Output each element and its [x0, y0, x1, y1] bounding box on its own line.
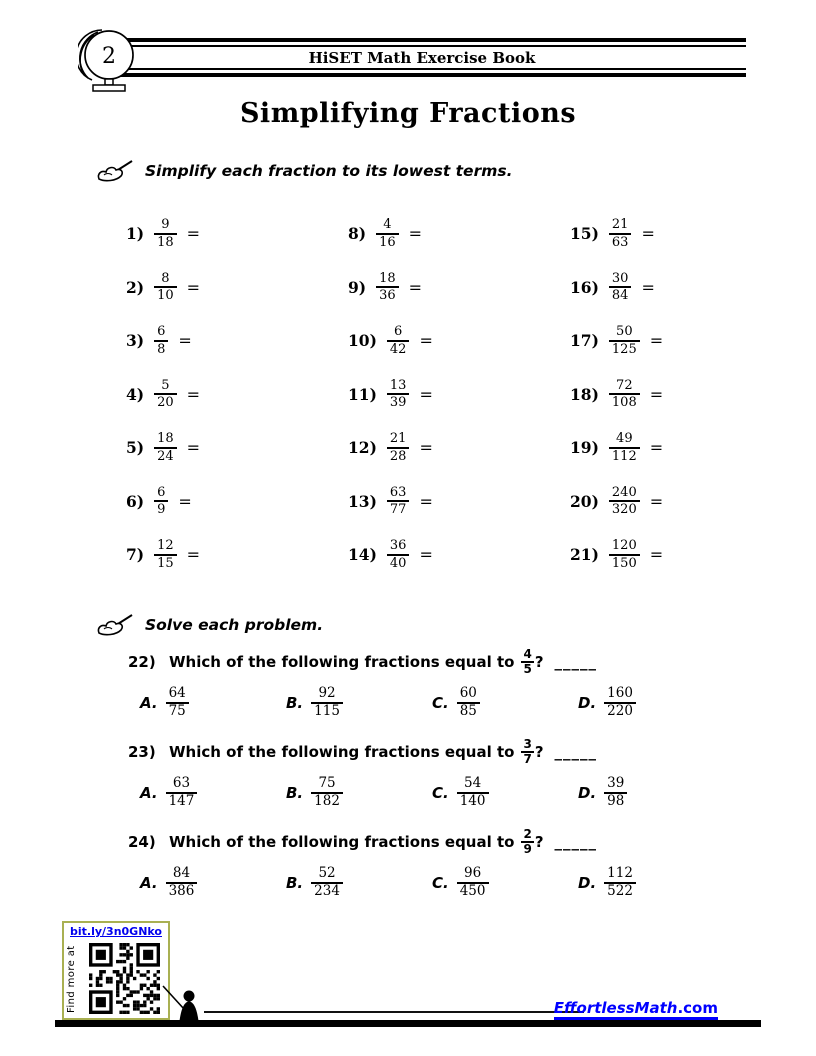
- fraction-denominator: 40: [389, 555, 407, 571]
- site-name: EffortlessMath: [553, 999, 678, 1017]
- equals-sign: =: [419, 384, 433, 404]
- fraction-denominator: 39: [389, 395, 407, 411]
- equals-sign: =: [419, 331, 433, 351]
- problems-grid: [126, 207, 792, 582]
- fraction-numerator: 30: [609, 271, 632, 288]
- problem-number: 18): [570, 384, 599, 404]
- problem-number: 7): [126, 545, 145, 565]
- fraction-numerator: 6: [387, 324, 410, 341]
- equals-sign: =: [649, 545, 664, 565]
- fraction: [609, 217, 632, 250]
- problem-number: 10): [348, 331, 377, 351]
- choice-option: [140, 776, 286, 810]
- word-problem-question: [128, 828, 776, 856]
- page-number: 2: [102, 44, 116, 69]
- choice-fraction: $\frac{112}{522}$: [604, 866, 636, 900]
- fraction-problem: [348, 261, 570, 315]
- fraction-numerator: 240: [609, 485, 640, 502]
- header-rule-bottom-thick: [98, 73, 746, 77]
- problem-number: 1): [126, 224, 145, 244]
- fraction: [387, 538, 410, 571]
- choice-letter: C.: [432, 874, 449, 893]
- fraction: [609, 378, 640, 411]
- fraction-denominator: 36: [379, 288, 396, 304]
- fraction-problem: [126, 475, 348, 529]
- equals-sign: =: [186, 224, 201, 244]
- choice-letter: B.: [286, 694, 304, 713]
- choice-letter: C.: [432, 784, 449, 803]
- question-mark: ?: [534, 653, 544, 672]
- fraction-denominator: 8: [157, 341, 166, 357]
- equals-sign: =: [649, 331, 664, 351]
- choices-row: [140, 686, 776, 720]
- choice-letter: A.: [140, 784, 158, 803]
- fraction-numerator: 72: [609, 378, 640, 395]
- word-problem-question: [128, 738, 776, 766]
- problem-number: 17): [570, 331, 599, 351]
- fraction-problem: [570, 475, 792, 529]
- choice-letter: B.: [286, 874, 304, 893]
- fraction-denominator: 112: [611, 448, 637, 464]
- fraction-numerator: 6: [154, 324, 168, 341]
- fraction-problem: [348, 421, 570, 475]
- fraction-numerator: 8: [154, 271, 177, 288]
- problem-number: 5): [126, 438, 145, 458]
- fraction-denominator: 125: [611, 341, 637, 357]
- answer-blank: _____: [554, 743, 598, 762]
- fraction-problem: [126, 314, 348, 368]
- fraction-denominator: 18: [157, 234, 174, 250]
- writing-hand-icon: [96, 612, 134, 638]
- fraction-numerator: 49: [609, 431, 640, 448]
- fraction-problem: [126, 528, 348, 582]
- fraction-denominator: 84: [611, 288, 629, 304]
- fraction: [609, 485, 640, 518]
- fraction-problem: [126, 368, 348, 422]
- equals-sign: =: [641, 277, 655, 297]
- page-title: Simplifying Fractions: [239, 98, 577, 129]
- fraction: [609, 431, 640, 464]
- fraction: [154, 271, 177, 304]
- target-fraction: $\frac{3}{7}$: [523, 737, 532, 767]
- equals-sign: =: [649, 491, 664, 511]
- choice-fraction: $\frac{75}{182}$: [311, 776, 343, 810]
- book-title: HiSET Math Exercise Book: [308, 49, 536, 67]
- choice-letter: A.: [140, 874, 158, 893]
- simplify-section-head: [96, 158, 512, 184]
- choice-option: [578, 776, 724, 810]
- fraction-problem: [126, 207, 348, 261]
- equals-sign: =: [186, 277, 201, 297]
- footer-divider-line: [204, 1011, 584, 1013]
- fraction-numerator: 5: [154, 378, 177, 395]
- fraction-problem: [348, 368, 570, 422]
- choice-letter: C.: [432, 694, 449, 713]
- choice-letter: D.: [578, 784, 597, 803]
- equals-sign: =: [186, 384, 201, 404]
- fraction-problem: [126, 261, 348, 315]
- choice-fraction: $\frac{60}{85}$: [457, 686, 480, 720]
- problem-number: 6): [126, 491, 145, 511]
- fraction: [387, 431, 410, 464]
- fraction-numerator: 63: [387, 485, 410, 502]
- equals-sign: =: [419, 438, 433, 458]
- problem-number: 11): [348, 384, 377, 404]
- problem-number: 21): [570, 545, 599, 565]
- choice-letter: B.: [286, 784, 304, 803]
- problem-number: 14): [348, 545, 377, 565]
- fraction: [154, 324, 168, 357]
- equals-sign: =: [186, 438, 201, 458]
- choice-fraction: $\frac{64}{75}$: [166, 686, 189, 720]
- equals-sign: =: [178, 331, 192, 351]
- target-fraction: $\frac{4}{5}$: [523, 647, 532, 677]
- problem-number: 24): [128, 833, 156, 852]
- choice-fraction: $\frac{39}{98}$: [604, 776, 627, 810]
- equals-sign: =: [419, 491, 433, 511]
- choice-fraction: $\frac{54}{140}$: [457, 776, 489, 810]
- fraction: [154, 485, 168, 518]
- fraction-problem: [570, 368, 792, 422]
- fraction-denominator: 16: [379, 234, 396, 250]
- choice-option: [432, 686, 578, 720]
- problem-number: 3): [126, 331, 145, 351]
- fraction-problem: [570, 207, 792, 261]
- question-text: Which of the following fractions equal to: [169, 653, 515, 672]
- answer-blank: _____: [554, 833, 598, 852]
- problem-number: 8): [348, 224, 367, 244]
- choices-row: [140, 866, 776, 900]
- choice-fraction: $\frac{96}{450}$: [457, 866, 489, 900]
- fraction-numerator: 4: [376, 217, 399, 234]
- question-mark: ?: [534, 743, 544, 762]
- problem-number: 23): [128, 743, 156, 762]
- writing-hand-icon: [96, 158, 134, 184]
- problem-number: 22): [128, 653, 156, 672]
- equals-sign: =: [178, 491, 192, 511]
- equals-sign: =: [186, 545, 201, 565]
- fraction-problem: [570, 421, 792, 475]
- choice-letter: A.: [140, 694, 158, 713]
- fraction-numerator: 9: [154, 217, 177, 234]
- choice-option: [578, 866, 724, 900]
- problem-number: 19): [570, 438, 599, 458]
- fraction-denominator: 63: [611, 234, 629, 250]
- fraction-numerator: 21: [387, 431, 410, 448]
- fraction-numerator: 120: [609, 538, 640, 555]
- answer-blank: _____: [554, 653, 598, 672]
- fraction-numerator: 12: [154, 538, 177, 555]
- fraction-numerator: 13: [387, 378, 410, 395]
- fraction: [154, 217, 177, 250]
- solve-section-head: [96, 612, 323, 638]
- choice-option: [432, 776, 578, 810]
- problem-number: 16): [570, 277, 599, 297]
- fraction-denominator: 10: [157, 288, 174, 304]
- fraction: [609, 271, 632, 304]
- fraction-problem: [126, 421, 348, 475]
- fraction-denominator: 77: [389, 502, 407, 518]
- fraction: [387, 378, 410, 411]
- site-tld: .com: [677, 999, 718, 1017]
- fraction: [609, 538, 640, 571]
- fraction-denominator: 9: [157, 502, 166, 518]
- choice-letter: D.: [578, 694, 597, 713]
- choice-fraction: $\frac{160}{220}$: [604, 686, 636, 720]
- problem-number: 15): [570, 224, 599, 244]
- fraction-denominator: 42: [389, 341, 407, 357]
- qr-shortlink[interactable]: bit.ly/3n0GNko: [70, 925, 162, 938]
- target-fraction: $\frac{2}{9}$: [523, 827, 532, 857]
- fraction-denominator: 150: [611, 555, 637, 571]
- qr-code: [89, 943, 160, 1014]
- choice-fraction: $\frac{63}{147}$: [166, 776, 198, 810]
- solve-instruction: Solve each problem.: [145, 616, 324, 634]
- fraction: [154, 431, 177, 464]
- choice-letter: D.: [578, 874, 597, 893]
- fraction-problem: [570, 314, 792, 368]
- fraction-numerator: 36: [387, 538, 410, 555]
- problem-number: 13): [348, 491, 377, 511]
- choice-option: [286, 866, 432, 900]
- fraction-problem: [348, 314, 570, 368]
- choice-option: [578, 686, 724, 720]
- equals-sign: =: [641, 224, 655, 244]
- fraction-numerator: 21: [609, 217, 632, 234]
- fraction-denominator: 24: [157, 448, 174, 464]
- problem-number: 20): [570, 491, 599, 511]
- word-problem: [128, 738, 776, 828]
- fraction-problem: [570, 261, 792, 315]
- choice-option: [140, 866, 286, 900]
- word-problem-question: [128, 648, 776, 676]
- question-text: Which of the following fractions equal to: [169, 833, 515, 852]
- fraction-problem: [348, 475, 570, 529]
- fraction: [154, 538, 177, 571]
- choice-fraction: $\frac{92}{115}$: [311, 686, 343, 720]
- word-problems: [128, 648, 776, 918]
- page-number-globe-icon: [78, 24, 136, 96]
- choice-fraction: $\frac{52}{234}$: [311, 866, 343, 900]
- choice-option: [286, 776, 432, 810]
- fraction: [376, 271, 399, 304]
- choice-option: [140, 686, 286, 720]
- fraction-problem: [348, 528, 570, 582]
- equals-sign: =: [649, 438, 664, 458]
- problem-number: 2): [126, 277, 145, 297]
- fraction-numerator: 50: [609, 324, 640, 341]
- choice-fraction: $\frac{84}{386}$: [166, 866, 198, 900]
- site-link[interactable]: [554, 999, 718, 1021]
- problem-number: 12): [348, 438, 377, 458]
- fraction-numerator: 18: [376, 271, 399, 288]
- fraction: [154, 378, 177, 411]
- fraction-problem: [348, 207, 570, 261]
- page-bottom-bar: [55, 1020, 761, 1027]
- fraction: [376, 217, 399, 250]
- fraction: [387, 324, 410, 357]
- fraction-denominator: 20: [157, 395, 174, 411]
- word-problem: [128, 648, 776, 738]
- equals-sign: =: [408, 277, 423, 297]
- equals-sign: =: [419, 545, 433, 565]
- fraction: [387, 485, 410, 518]
- fraction-denominator: 15: [157, 555, 174, 571]
- question-text: Which of the following fractions equal to: [169, 743, 515, 762]
- problem-number: 9): [348, 277, 367, 297]
- fraction-denominator: 28: [389, 448, 407, 464]
- problem-number: 4): [126, 384, 145, 404]
- choices-row: [140, 776, 776, 810]
- equals-sign: =: [408, 224, 423, 244]
- fraction-problem: [570, 528, 792, 582]
- word-problem: [128, 828, 776, 918]
- qr-box: [62, 921, 170, 1020]
- fraction-numerator: 6: [154, 485, 168, 502]
- find-more-label: Find more at: [66, 945, 77, 1013]
- fraction-denominator: 108: [611, 395, 637, 411]
- choice-option: [432, 866, 578, 900]
- equals-sign: =: [649, 384, 664, 404]
- page-header: [98, 38, 746, 77]
- fraction: [609, 324, 640, 357]
- question-mark: ?: [534, 833, 544, 852]
- simplify-instruction: Simplify each fraction to its lowest terms.: [145, 162, 513, 180]
- choice-option: [286, 686, 432, 720]
- fraction-numerator: 18: [154, 431, 177, 448]
- fraction-denominator: 320: [611, 502, 637, 518]
